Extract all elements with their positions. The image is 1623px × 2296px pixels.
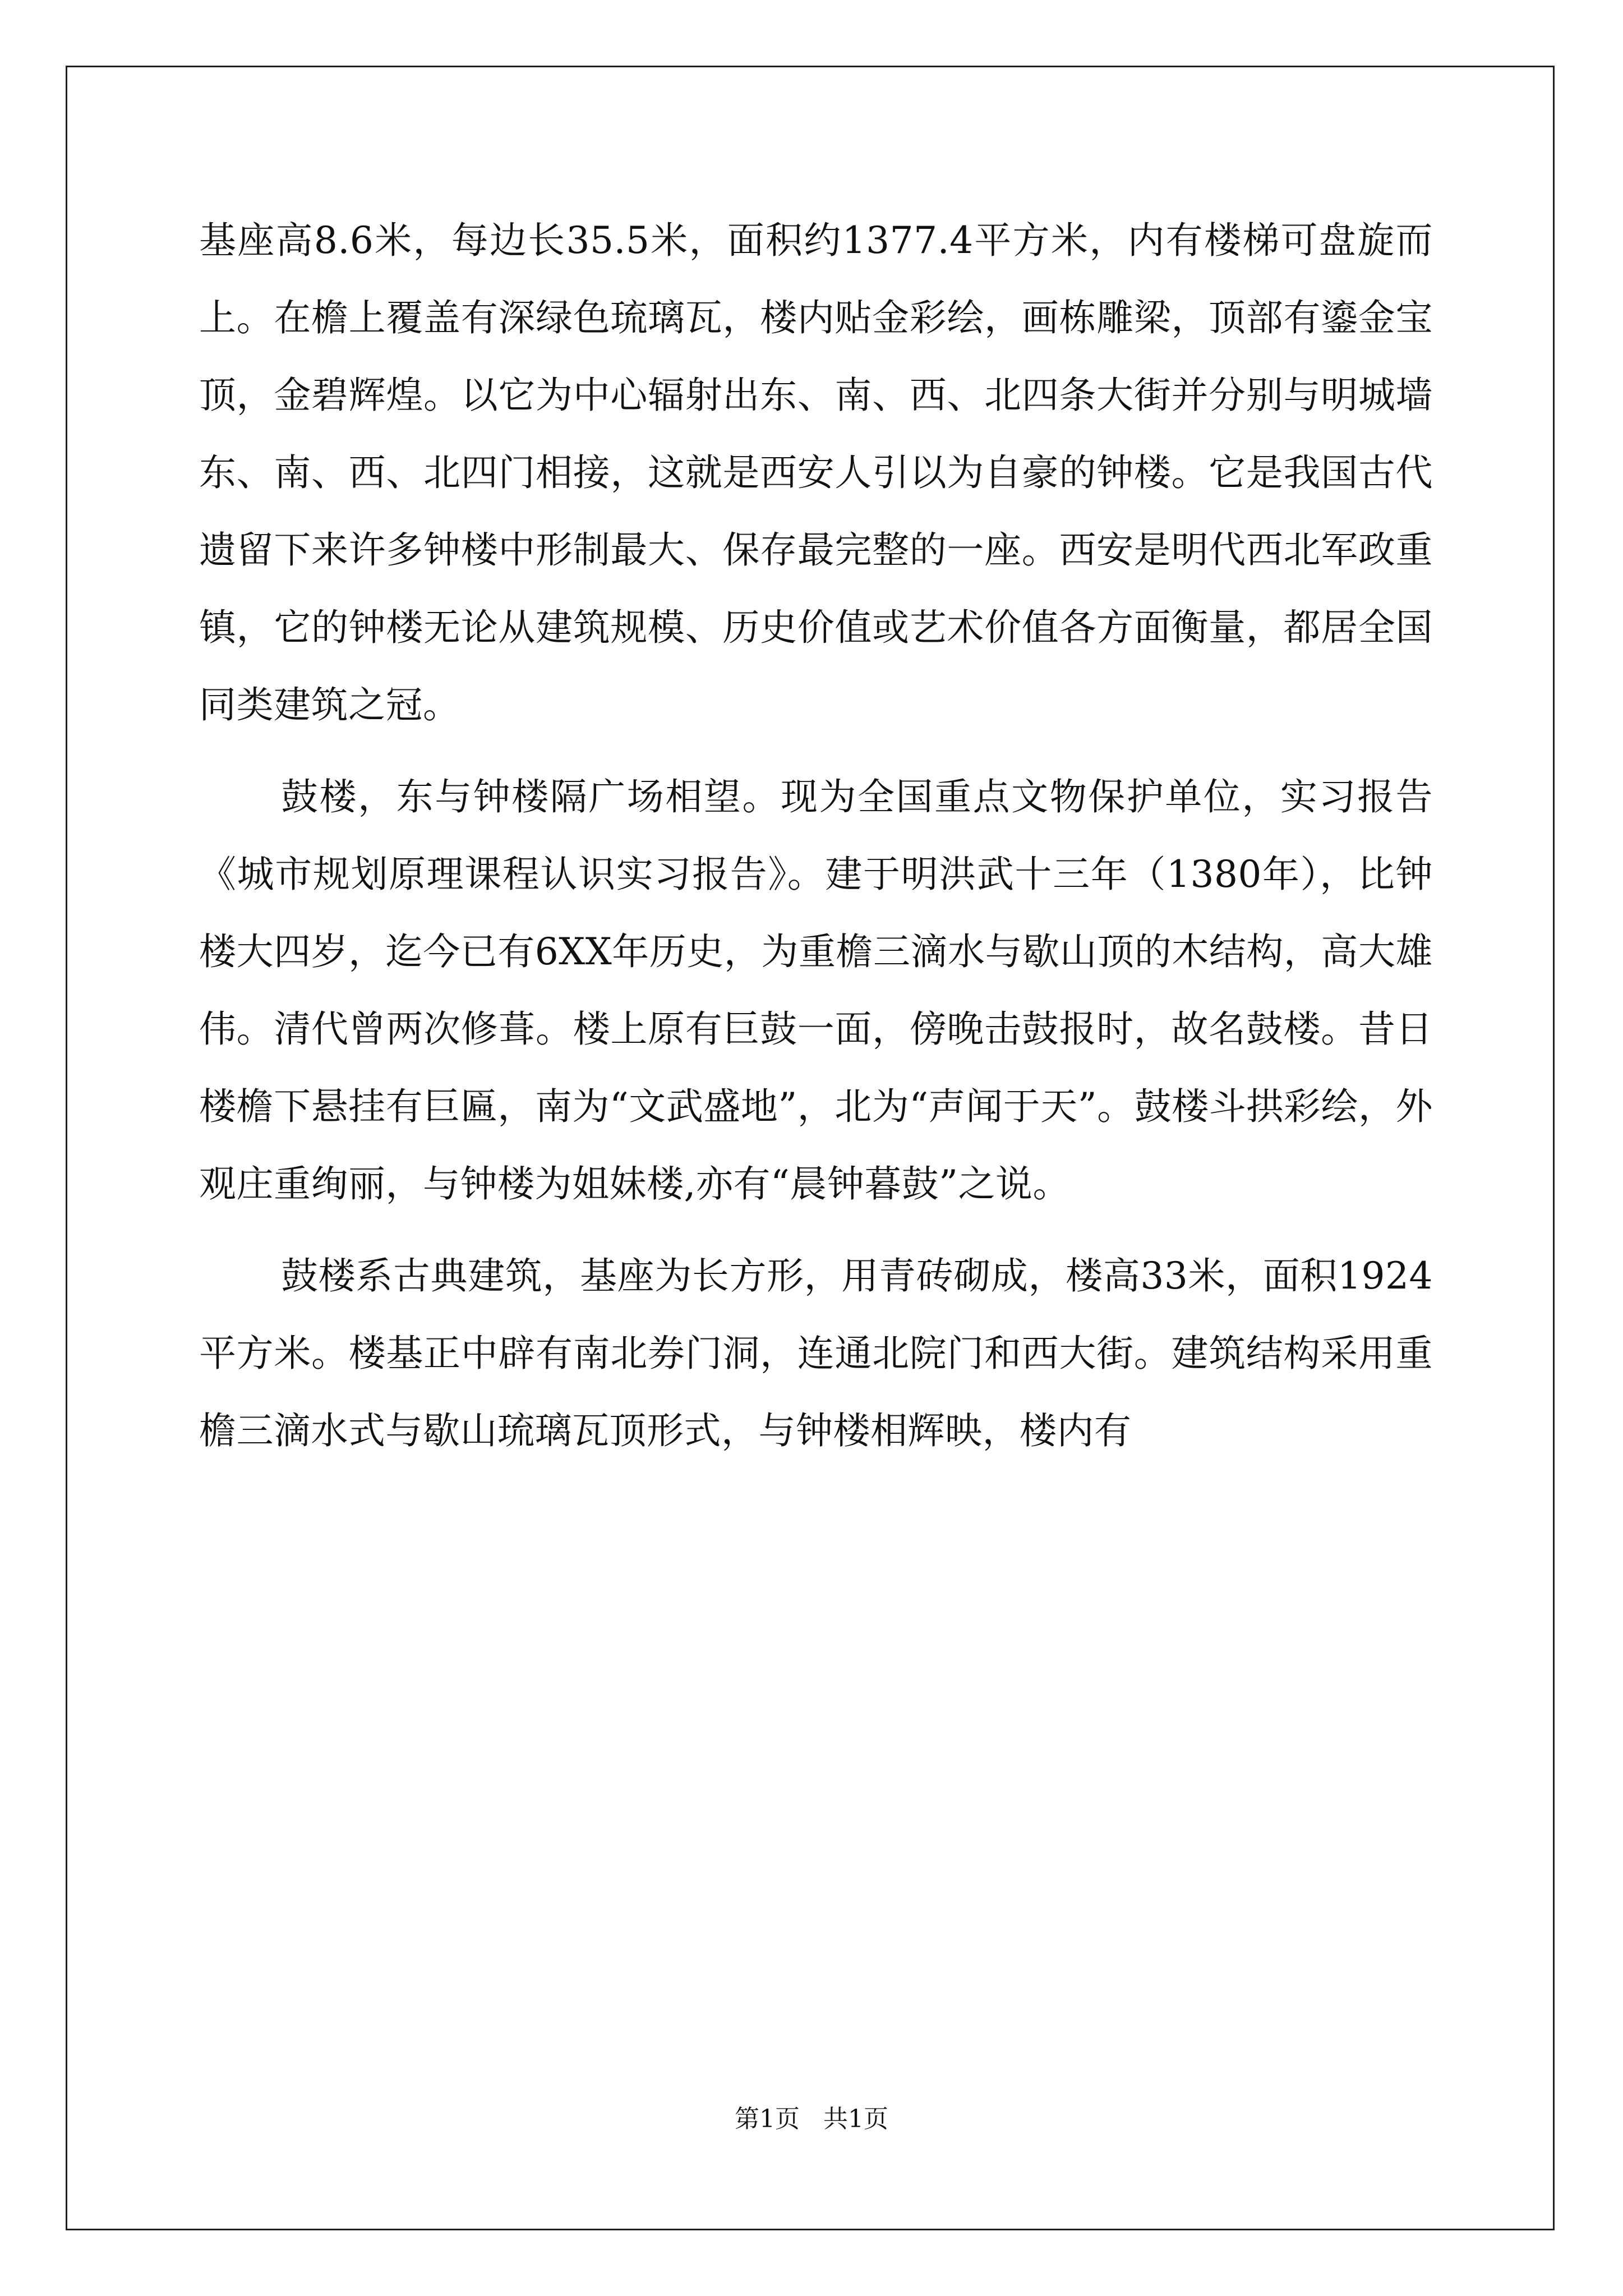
paragraph-bell-tower: 基座高8.6米，每边长35.5米，面积约1377.4平方米，内有楼梯可盘旋而上。在檐上覆盖有深绿色琉璃瓦，楼内贴金彩绘，画栋雕梁，顶部有鎏金宝顶，金碧辉煌。以它为中心辐射出东、南、西、北四条大街并分别与明城墙东、南、西、北四门相接，这就是西安人引以为自豪的钟楼。它是我国古代遗留下来许多钟楼中形制最大、保存最完整的一座。西安是明代西北军政重镇，它的钟楼无论从建筑规模、历史价值或艺术价值各方面衡量，都居全国同类建筑之冠。	[199, 219, 1433, 726]
page-footer	[0, 2102, 1623, 2136]
paragraph-drum-tower: 鼓楼，东与钟楼隔广场相望。现为全国重点文物保护单位，实习报告《城市规划原理课程认识实习报告》。建于明洪武十三年（1380年），比钟楼大四岁，迄今已有6XX年历史，为重檐三滴水与歇山顶的木结构，高大雄伟。清代曾两次修葺。楼上原有巨鼓一面，傍晚击鼓报时，故名鼓楼。昔日楼檐下悬挂有巨匾，南为“文武盛地”，北为“声闻于天”。鼓楼斗拱彩绘，外观庄重绚丽，与钟楼为姐妹楼,亦有“晨钟暮鼓”之说。	[199, 775, 1433, 1205]
page-number: 第1页 共1页	[735, 2105, 888, 2133]
paragraph-drum-tower-structure: 鼓楼系古典建筑，基座为长方形，用青砖砌成，楼高33米，面积1924平方米。楼基正中辟有南北券门洞，连通北院门和西大街。建筑结构采用重檐三滴水式与歇山琉璃瓦顶形式，与钟楼相辉映，楼内有	[199, 1254, 1433, 1452]
document-body	[199, 202, 1433, 1484]
